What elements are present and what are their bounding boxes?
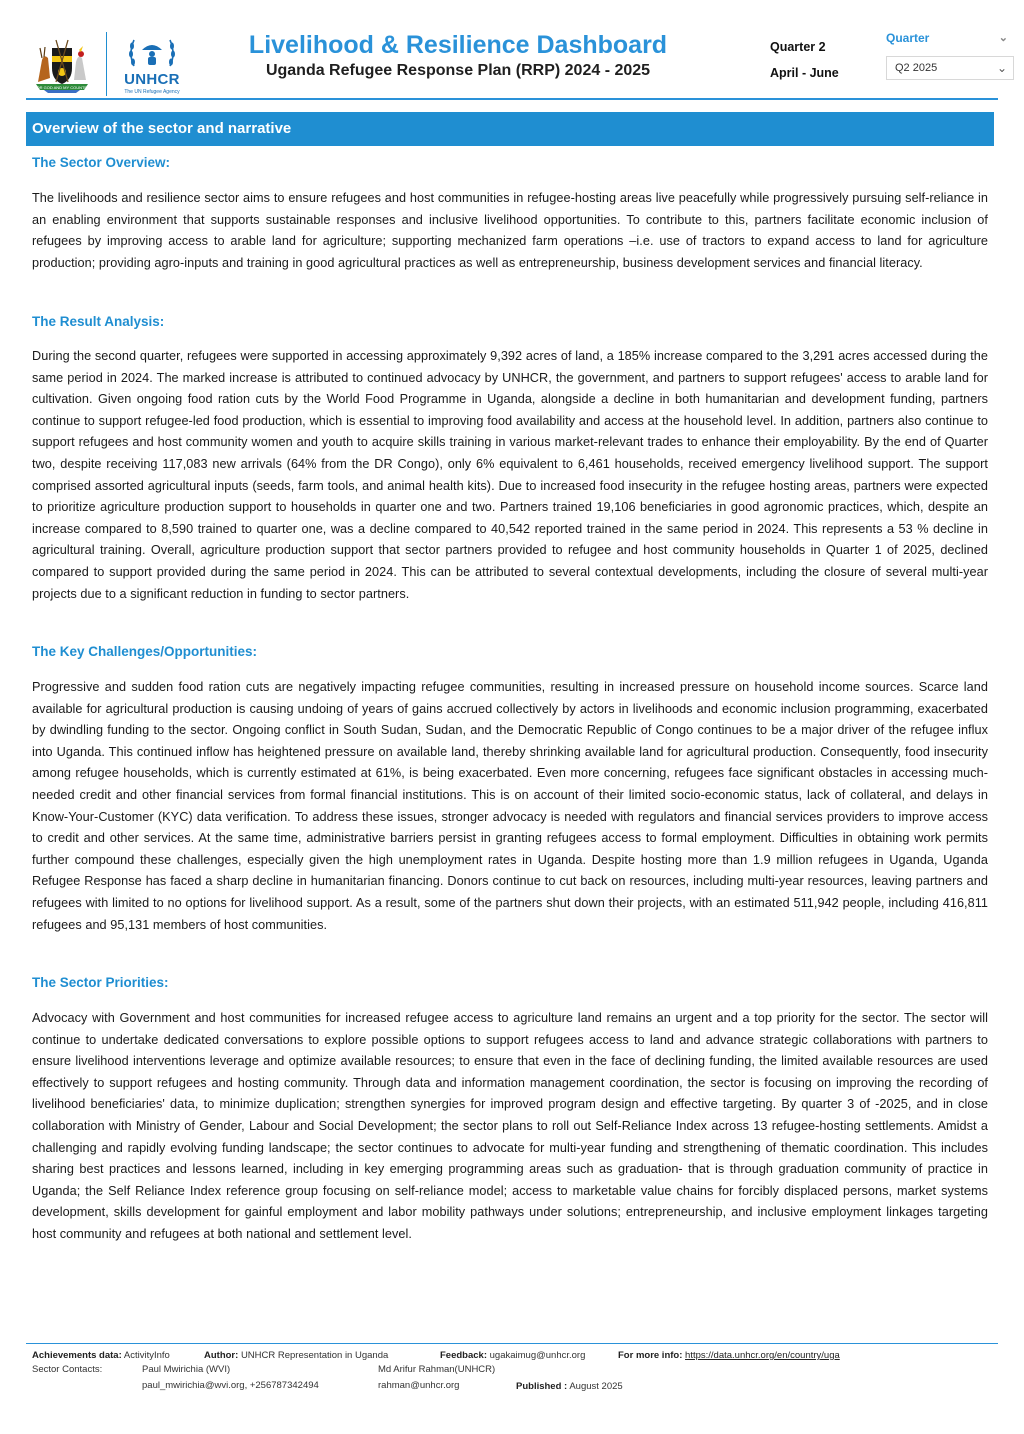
result-analysis-heading: The Result Analysis: (32, 314, 165, 329)
author-label: Author: (204, 1350, 239, 1361)
achievements-label: Achievements data: (32, 1350, 122, 1361)
key-challenges-heading: The Key Challenges/Opportunities: (32, 644, 258, 659)
more-info-credit (618, 1350, 840, 1361)
contact2-name: Md Arifur Rahman(UNHCR) (378, 1364, 496, 1375)
page-subtitle: Uganda Refugee Response Plan (RRP) 2024 - 2025 (265, 62, 651, 79)
contact1-detail[interactable]: paul_mwirichia@wvi.org, +256787342494 (142, 1380, 319, 1391)
achievements-credit (32, 1350, 170, 1361)
svg-text:FOR GOD AND MY COUNTRY: FOR GOD AND MY COUNTRY (34, 85, 90, 90)
author-credit (204, 1350, 388, 1361)
feedback-credit (440, 1350, 585, 1361)
unhcr-emblem-icon (126, 32, 178, 68)
achievements-value: ActivityInfo (123, 1350, 170, 1361)
sector-overview-heading: The Sector Overview: (32, 155, 171, 170)
chevron-down-icon: ⌄ (996, 61, 1007, 75)
page-header (30, 26, 1008, 100)
quarter-info (770, 34, 880, 86)
contact1-name: Paul Mwirichia (WVI) (142, 1364, 231, 1375)
header-divider (26, 98, 998, 100)
contacts-label: Sector Contacts: (32, 1364, 103, 1375)
author-value: UNHCR Representation in Uganda (240, 1350, 389, 1361)
more-info-label: For more info: (618, 1350, 683, 1361)
sector-priorities-text: Advocacy with Government and host communities for increased refugee access to agriculture land remains an urgent and a top priority for the sector. The sector will continue to undertake dedicated conversations to explore possible options to support refugees access to land and advance strategic collaborations with partners to ensure livelihood interventions leverage and optimize available resources; to ensure that even in the face of declining funding, the limited available resources are used effectively to support refugees and hosting community. Through data and information management coordination, the sector is focusing on improving the recording of livelihood beneficiaries' data, to minimize duplication; strengthen synergies for improved program design and effective targeting. By quarter 3 of -2025, and in close collaboration with Ministry of Gender, Labour and Social Development; the sector plans to roll out Self-Reliance Index across 13 refugee-hosting settlements. Amidst a challenging and rapidly evolving funding landscape; the sector continues to advocate for multi-year funding and strengthening of thematic coordination. This includes sharing best practices and lessons learned, including in key emerging programming areas such as graduation- that is through graduation community of practice in Uganda; the Self Reliance Index reference group focusing on self-reliance model; access to marketable value chains for forcibly displaced persons, market systems development, skills development for gainful employment and labor mobility pathways under solutions; entrepreneurship, and inclusive employment linkages targeting host community and refugees at both national and settlement level. (32, 1011, 988, 1241)
published-label: Published : (516, 1381, 568, 1392)
quarter-select-value: Q2 2025 (895, 62, 938, 74)
published-info (516, 1381, 623, 1392)
result-analysis-text: During the second quarter, refugees were supported in accessing approximately 9,392 acres of land, a 185% increase compared to the 3,291 acres accessed during the same period in 2024. The marked increase is attributed to continued advocacy by UNHCR, the government, and partners to support refugees' access to arable land for cultivation. Given ongoing food ration cuts by the World Food Programme in Uganda, alongside a decline in both humanitarian and development funding, partners continue to support refugee-led food production, which is essential to improving food availability and access at the household level. In addition, partners also continue to support refugees and host community women and youth to acquire skills training in various market-relevant trades to enhance their employability. By the end of Quarter two, despite receiving 117,083 new arrivals (64% from the DR Congo), only 6% equivalent to 6,461 households, received emergency livelihood support. The support comprised assorted agricultural inputs (seeds, farm tools, and animal health kits). Due to increased food insecurity in the refugee hosting areas, partners were expected to prioritize agriculture production support to households in quarter one and two. Partners trained 19,106 beneficiaries in good agronomic practices, which, despite an increase compared to 8,590 trained to quarter one, was a decline compared to 40,542 reported trained in the same period in 2024. This represents a 53 % decline in agricultural training. Overall, agriculture production support that sector partners provided to refugee and host community households in Quarter 1 of 2025, declined compared to support provided during the same period in 2024. This can be attributed to several contextual developments, including the closure of several multi-year projects due to a significant reduction in funding to sector partners. (32, 349, 988, 601)
more-info-link[interactable]: https://data.unhcr.org/en/country/uga (685, 1350, 840, 1361)
feedback-label: Feedback: (440, 1350, 487, 1361)
uganda-coat-of-arms-logo (32, 34, 92, 94)
unhcr-wordmark: UNHCR (124, 71, 180, 88)
quarter-filter-label: Quarter (886, 31, 930, 45)
title-block (216, 30, 700, 82)
contact2-detail[interactable]: rahman@unhcr.org (378, 1380, 460, 1391)
unhcr-logo (122, 32, 182, 94)
quarter-label: Quarter 2 (770, 40, 826, 54)
quarter-filter-header[interactable] (886, 28, 1014, 48)
period-label: April - June (770, 66, 839, 80)
sector-priorities-heading: The Sector Priorities: (32, 975, 169, 990)
footer-divider (26, 1343, 998, 1344)
quarter-filter (886, 28, 1014, 80)
chevron-down-icon: ⌄ (998, 32, 1008, 44)
section-banner: Overview of the sector and narrative (26, 112, 994, 146)
quarter-select[interactable] (886, 56, 1014, 80)
page-title: Livelihood & Resilience Dashboard (248, 31, 668, 59)
logo-separator (106, 32, 107, 96)
key-challenges-text: Progressive and sudden food ration cuts are negatively impacting refugee communities, resulting in increased pressure on household income sources. Scarce land available for agricultural production is causing undoing of years of gains accrued collectively by actors in livelihoods and economic inclusion programming, exacerbated by dwindling funding to the sector. Ongoing conflict in South Sudan, Sudan, and the Democratic Republic of Congo continues to be a major driver of the refugee influx into Uganda. This continued inflow has heightened pressure on available land, thereby shrinking available land for agricultural production. Consequently, food insecurity among refugee households, which is currently estimated at 61%, is being exacerbated. Even more concerning, refugees face significant obstacles in accessing much-needed credit and other financial services from formal financial institutions. This is on account of their limited socio-economic status, lack of collateral, and delays in Know-Your-Customer (KYC) data verification. To address these issues, stronger advocacy is needed with regulators and financial services providers to improve access to credit and other services. At the same time, administrative barriers persist in granting refugees access to formal employment. Difficulties in obtaining work permits further compound these challenges, especially given the high unemployment rates in Uganda. Despite hosting more than 1.9 million refugees in Uganda, Uganda Refugee Response has faced a sharp decline in humanitarian financing. Donors continue to cut back on resources, including multi-year resources, leaving partners and refugees with limited to no options for livelihood support. As a result, some of the partners shut down their projects, with an estimated 511,942 people, including 416,811 refugees and 95,131 members of host communities. (32, 680, 988, 932)
published-value: August 2025 (569, 1381, 623, 1392)
unhcr-tagline: The UN Refugee Agency (124, 89, 180, 95)
feedback-email[interactable]: ugakaimug@unhcr.org (489, 1350, 586, 1361)
sector-overview-text: The livelihoods and resilience sector aims to ensure refugees and host communities in refugee-hosting areas live peacefully while progressively pursuing self-reliance in an enabling environment that supports sustainable responses and inclusive livelihood opportunities. To contribute to this, partners facilitate economic inclusion of refugees by improving access to arable land for agriculture; supporting mechanized farm operations –i.e. use of tractors to expand access to land for agriculture production; providing agro-inputs and training in good agricultural practices as well as entrepreneurship, business development services and financial literacy. (32, 191, 988, 270)
